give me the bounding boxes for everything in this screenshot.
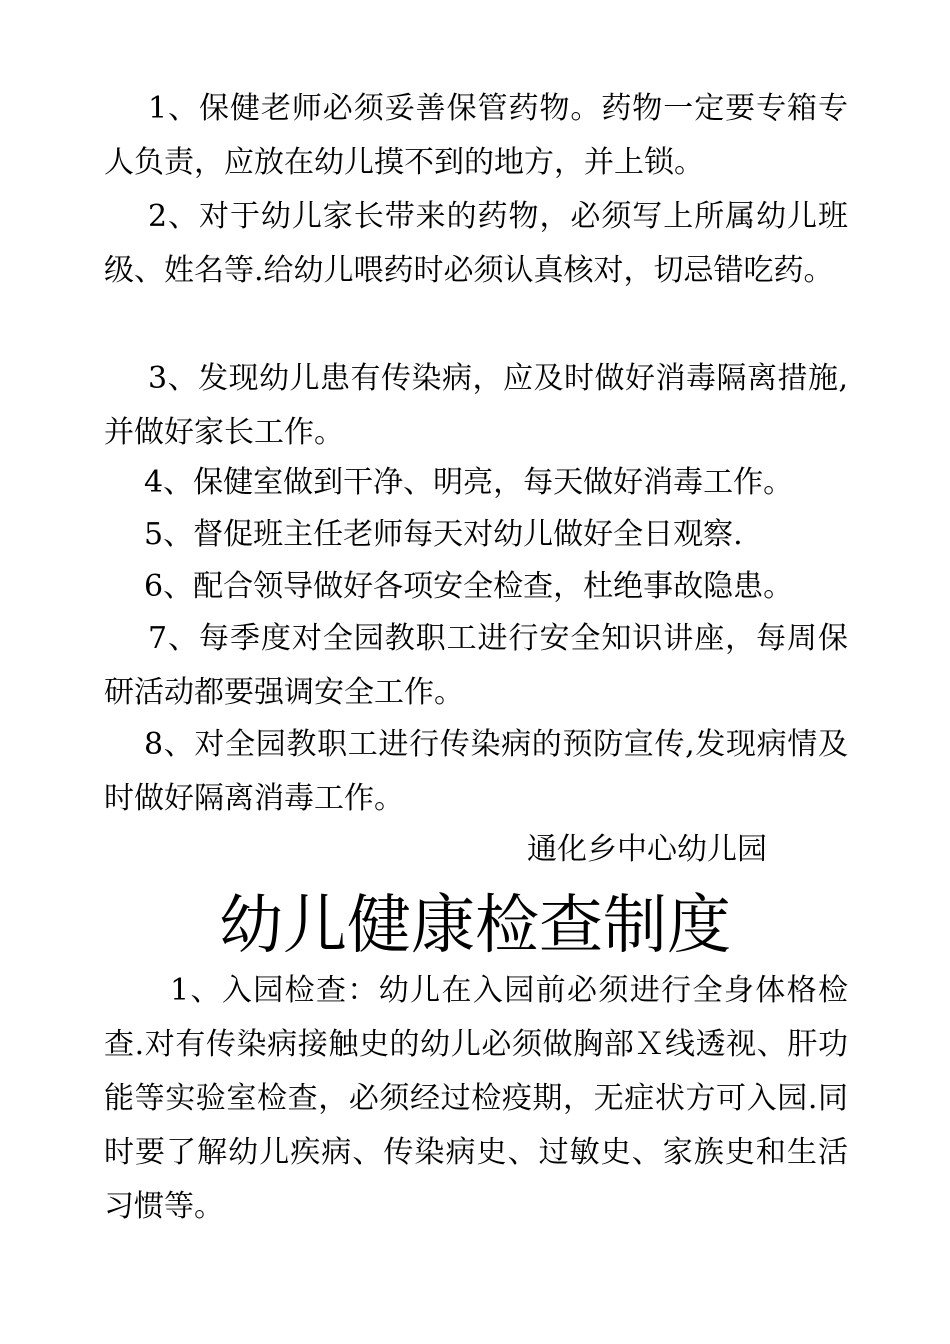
rule-item-1: 1、保健老师必须妥善保管药物。药物一定要专箱专人负责，应放在幼儿摸不到的地方，并上锁。 [104, 91, 848, 180]
rule-item-7: 7、每季度对全园教职工进行安全知识讲座，每周保研活动都要强调安全工作。 [104, 621, 848, 710]
rule-item-5: 5、督促班主任老师每天对幼儿做好全日观察. [144, 517, 743, 552]
health-check-item-1: 1、入园检查：幼儿在入园前必须进行全身体格检查.对有传染病接触史的幼儿必须做胸部Ｘ线透视、肝功能等实验室检查，必须经过检疫期，无症状方可入园.同时要了解幼儿疾病、传染病史、过敏史、家族史和生活习惯等。 [104, 973, 848, 1224]
signature: 通化乡中心幼儿园 [527, 832, 767, 867]
rule-item-2: 2、对于幼儿家长带来的药物，必须写上所属幼儿班级、姓名等.给幼儿喂药时必须认真核对，切忌错吃药。 [104, 199, 848, 288]
rule-item-3: 3、发现幼儿患有传染病，应及时做好消毒隔离措施,并做好家长工作。 [104, 361, 848, 450]
rule-item-8: 8、对全园教职工进行传染病的预防宣传,发现病情及时做好隔离消毒工作。 [104, 727, 848, 816]
rule-item-4: 4、保健室做到干净、明亮，每天做好消毒工作。 [144, 465, 794, 500]
section-title: 幼儿健康检查制度 [219, 889, 731, 963]
rule-item-6: 6、配合领导做好各项安全检查，杜绝事故隐患。 [144, 569, 794, 604]
